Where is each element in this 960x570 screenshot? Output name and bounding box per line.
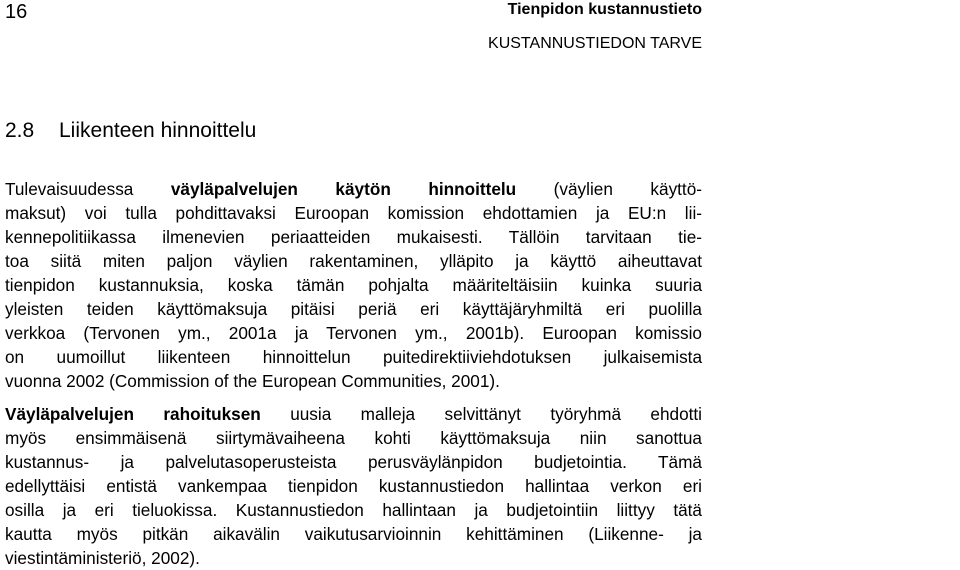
running-header-title: Tienpidon kustannustieto xyxy=(507,1,702,18)
page-number: 16 xyxy=(5,1,28,23)
text-line: on uumoillut liikenteen hinnoittelun puitedirektiiviehdotuksen julkaisemista xyxy=(5,347,702,367)
text-run: (väylien käyttö- xyxy=(516,179,702,199)
text-line: yleisten teiden käyttömaksuja pitäisi periä eri käyttäjäryhmiltä eri puolilla xyxy=(5,299,702,319)
emphasis-run: väyläpalvelujen käytön hinnoittelu xyxy=(170,179,517,199)
text-line: maksut) voi tulla pohdittavaksi Euroopan komission ehdottamien ja EU:n lii- xyxy=(5,203,702,223)
text-line: myös ensimmäisenä siirtymävaiheena kohti käyttömaksuja niin sanottua xyxy=(5,428,702,448)
text-run: Tulevaisuudessa xyxy=(5,179,171,199)
emphasis-run: Väyläpalvelujen rahoituksen xyxy=(5,404,261,424)
text-line: kennepolitiikassa ilmenevien periaatteiden mukaisesti. Tällöin tarvitaan tie- xyxy=(5,227,702,247)
text-line xyxy=(5,402,702,426)
section-heading xyxy=(5,118,256,144)
text-line: vuonna 2002 (Commission of the European Communities, 2001). xyxy=(5,371,500,391)
text-line: kustannus- ja palvelutasoperusteista perusväylänpidon budjetointia. Tämä xyxy=(5,452,702,472)
section-number: 2.8 xyxy=(5,119,35,142)
running-header-subtitle: KUSTANNUSTIEDON TARVE xyxy=(488,35,702,52)
text-line: verkkoa (Tervonen ym., 2001a ja Tervonen ym., 2001b). Euroopan komissio xyxy=(5,323,702,343)
text-line: osilla ja eri tieluokissa. Kustannustiedon hallintaan ja budjetointiin liittyy tätä xyxy=(5,500,702,520)
text-run: uusia malleja selvittänyt työryhmä ehdotti xyxy=(260,404,703,424)
text-line: edellyttäisi entistä vankempaa tienpidon kustannustiedon hallintaa verkon eri xyxy=(5,476,702,496)
text-line: toa siitä miten paljon väylien rakentaminen, ylläpito ja käyttö aiheuttavat xyxy=(5,251,702,271)
text-line xyxy=(5,177,702,201)
text-line: kautta myös pitkän aikavälin vaikutusarvioinnin kehittäminen (Liikenne- ja xyxy=(5,524,702,544)
section-title: Liikenteen hinnoittelu xyxy=(59,119,257,142)
paragraph-road-financing xyxy=(5,402,702,570)
text-line: viestintäministeriö, 2002). xyxy=(5,548,200,568)
paragraph-road-pricing xyxy=(5,177,702,393)
text-line: tienpidon kustannuksia, koska tämän pohjalta määriteltäisiin kuinka suuria xyxy=(5,275,702,295)
